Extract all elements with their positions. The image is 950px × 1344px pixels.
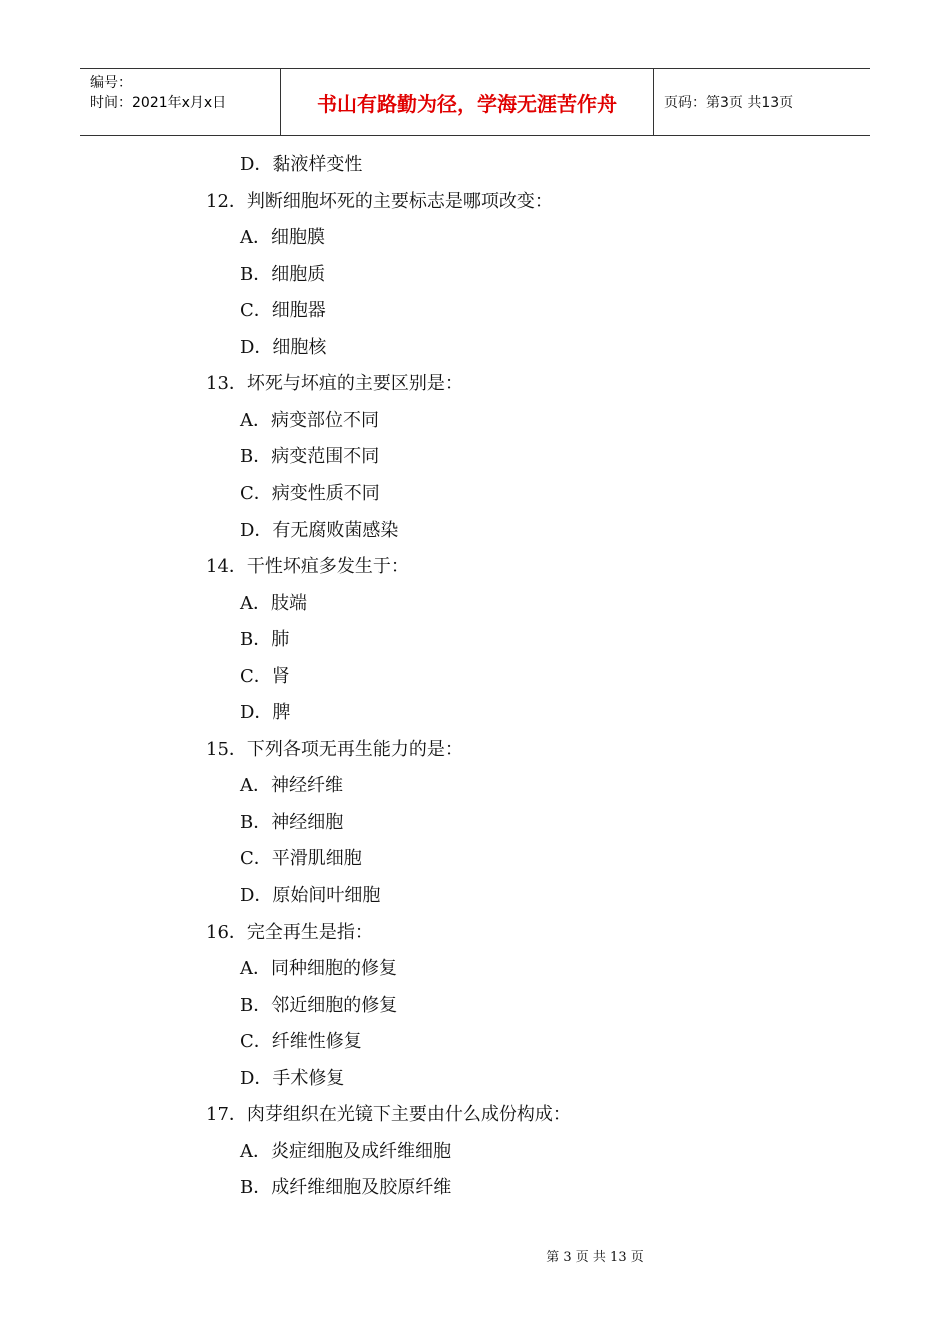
answer-option: D．原始间叶细胞	[240, 885, 381, 906]
answer-option: D．黏液样变性	[240, 154, 363, 175]
answer-option: C．细胞器	[240, 300, 326, 322]
question-stem: 16．完全再生是指：	[206, 921, 373, 943]
question-stem: 17．肉芽组织在光镜下主要由什么成份构成：	[206, 1104, 571, 1126]
answer-option: C．肾	[240, 665, 290, 687]
answer-option: B．神经细胞	[240, 811, 344, 833]
answer-option: D．细胞核	[240, 336, 327, 358]
answer-option: A．同种细胞的修复	[240, 958, 397, 980]
answer-option: A．肢端	[240, 592, 307, 614]
answer-option: B．肺	[240, 629, 290, 651]
number-label: 编号：	[90, 75, 132, 91]
answer-option: A．病变部位不同	[240, 409, 379, 431]
answer-option: C．病变性质不同	[240, 482, 380, 504]
header-page-info: 页码：第3页 共13页	[664, 95, 794, 111]
answer-option: B．成纤维细胞及胶原纤维	[240, 1177, 452, 1199]
answer-option: A．炎症细胞及成纤维细胞	[240, 1140, 451, 1162]
question-stem: 12．判断细胞坏死的主要标志是哪项改变：	[206, 190, 553, 212]
header-meta	[80, 69, 281, 135]
answer-option: B．病变范围不同	[240, 446, 380, 468]
header-motto: 书山有路勤为径，学海无涯苦作舟	[281, 69, 654, 135]
answer-option: B．邻近细胞的修复	[240, 994, 398, 1016]
answer-option: D．有无腐败菌感染	[240, 519, 399, 541]
question-stem: 15．下列各项无再生能力的是：	[206, 738, 463, 760]
answer-option: D．脾	[240, 702, 291, 724]
question-stem: 13．坏死与坏疽的主要区别是：	[206, 373, 463, 395]
answer-option: D．手术修复	[240, 1067, 345, 1089]
answer-option: A．神经纤维	[240, 775, 343, 797]
answer-option: C．纤维性修复	[240, 1031, 362, 1053]
answer-option: C．平滑肌细胞	[240, 848, 362, 870]
time-label: 时间：2021年x月x日	[90, 95, 227, 111]
page-header	[80, 68, 870, 136]
answer-option: B．细胞质	[240, 263, 326, 285]
answer-option: A．细胞膜	[240, 227, 325, 249]
question-stem: 14．干性坏疽多发生于：	[206, 556, 409, 578]
page-footer: 第 3 页 共 13 页	[546, 1250, 644, 1265]
